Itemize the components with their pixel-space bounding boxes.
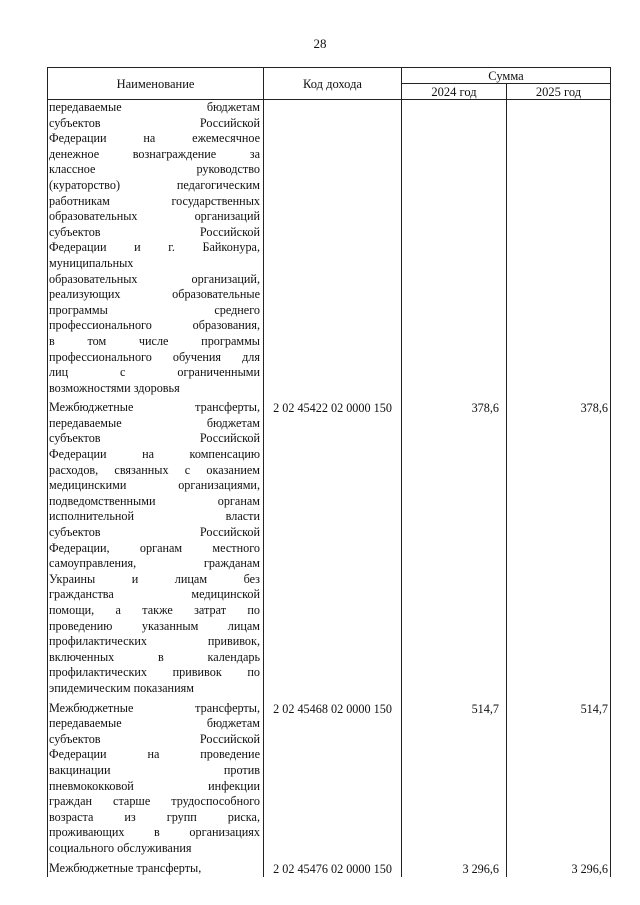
sum-2024-cell: 3 296,6 — [402, 861, 507, 878]
revenue-name-line: Межбюджетные трансферты, — [49, 700, 260, 715]
revenue-name-line: проживающих в организациях — [49, 825, 260, 840]
revenue-name-line: Федерации, органам местного — [49, 540, 260, 555]
revenue-name-line: профилактических прививок по — [49, 665, 260, 680]
header-name: Наименование — [48, 68, 264, 100]
revenue-name-line: вакцинации против — [49, 762, 260, 777]
revenue-name-line: образовательных организаций — [49, 209, 260, 224]
revenue-name-line: гражданства медицинской — [49, 587, 260, 602]
sum-2025-cell: 514,7 — [507, 701, 611, 857]
table-header — [48, 68, 611, 100]
revenue-name-line: подведомственными органам — [49, 493, 260, 508]
sum-2024-cell: 514,7 — [402, 701, 507, 857]
revenue-name-line: социального обслуживания — [49, 840, 192, 855]
revenue-name-line: программы среднего — [49, 302, 260, 317]
revenue-name-line: профессионального образования, — [49, 318, 260, 333]
header-year-2024: 2024 год — [402, 84, 507, 100]
revenue-name-line: субъектов Российской — [49, 525, 260, 540]
revenue-name-cell — [48, 701, 264, 857]
revenue-name-line: Федерации на ежемесячное — [49, 131, 260, 146]
revenue-name-line: Украины и лицам без — [49, 571, 260, 586]
revenue-name-line: субъектов Российской — [49, 431, 260, 446]
revenue-name-line: самоуправления, гражданам — [49, 556, 260, 571]
revenue-name-line: передаваемые бюджетам — [49, 100, 260, 114]
revenue-name-line: профессионального обучения для — [49, 349, 260, 364]
sum-2024-cell: 378,6 — [402, 400, 507, 696]
revenue-name-line: помощи, а также затрат по — [49, 603, 260, 617]
table-body — [48, 100, 611, 878]
page-number: 28 — [313, 36, 327, 51]
revenue-table — [47, 67, 611, 877]
revenue-name-cell — [48, 400, 264, 696]
revenue-name-line: возможностями здоровья — [49, 380, 180, 395]
revenue-name-cell — [48, 861, 264, 878]
revenue-name-line: в том числе программы — [49, 333, 260, 348]
revenue-name-line: пневмококковой инфекции — [49, 778, 260, 793]
revenue-name-line: субъектов Российской — [49, 731, 260, 746]
revenue-name-line: расходов, связанных с оказанием — [49, 462, 260, 477]
header-code: Код дохода — [264, 68, 402, 100]
sum-2025-cell: 378,6 — [507, 400, 611, 696]
header-year-2025: 2025 год — [507, 84, 611, 100]
header-sum: Сумма — [402, 68, 611, 84]
table-row — [48, 861, 611, 878]
revenue-name-line: передаваемые бюджетам — [49, 415, 260, 430]
revenue-name-line: проведению указанным лицам — [49, 618, 260, 633]
revenue-name-line: профилактических прививок, — [49, 634, 260, 649]
revenue-name-line: лиц с ограниченными — [49, 365, 260, 380]
revenue-name-line: образовательных организаций, — [49, 271, 260, 286]
sum-2025-cell — [507, 100, 611, 397]
table-row — [48, 400, 611, 696]
revenue-code-cell: 2 02 45476 02 0000 150 — [264, 861, 402, 878]
revenue-name-line: исполнительной власти — [49, 509, 260, 524]
sum-2024-cell — [402, 100, 507, 397]
revenue-name-line: классное руководство — [49, 162, 260, 177]
revenue-code-cell: 2 02 45422 02 0000 150 — [264, 400, 402, 696]
revenue-name-line: эпидемическим показаниям — [49, 680, 194, 695]
revenue-name-line: Федерации на проведение — [49, 747, 260, 762]
revenue-name-line: Межбюджетные трансферты, — [49, 860, 202, 875]
table-row — [48, 701, 611, 857]
revenue-code-cell — [264, 100, 402, 397]
revenue-name-line: возраста из групп риска, — [49, 809, 260, 824]
revenue-name-line: (кураторство) педагогическим — [49, 177, 260, 192]
revenue-name-line: Федерации на компенсацию — [49, 447, 260, 462]
revenue-name-line: граждан старше трудоспособного — [49, 794, 260, 809]
revenue-name-line: включенных в календарь — [49, 649, 260, 664]
revenue-name-line: работникам государственных — [49, 193, 260, 208]
table-row — [48, 100, 611, 397]
revenue-name-line: муниципальных — [49, 255, 134, 270]
revenue-code-cell: 2 02 45468 02 0000 150 — [264, 701, 402, 857]
revenue-name-line: денежное вознаграждение за — [49, 146, 260, 161]
revenue-name-cell — [48, 100, 264, 397]
revenue-name-line: субъектов Российской — [49, 115, 260, 130]
revenue-name-line: Федерации и г. Байконура, — [49, 240, 260, 255]
revenue-name-line: Межбюджетные трансферты, — [49, 400, 260, 415]
revenue-name-line: передаваемые бюджетам — [49, 716, 260, 731]
revenue-name-line: субъектов Российской — [49, 224, 260, 239]
revenue-name-line: реализующих образовательные — [49, 287, 260, 302]
sum-2025-cell: 3 296,6 — [507, 861, 611, 878]
revenue-name-line: медицинскими организациями, — [49, 478, 260, 493]
